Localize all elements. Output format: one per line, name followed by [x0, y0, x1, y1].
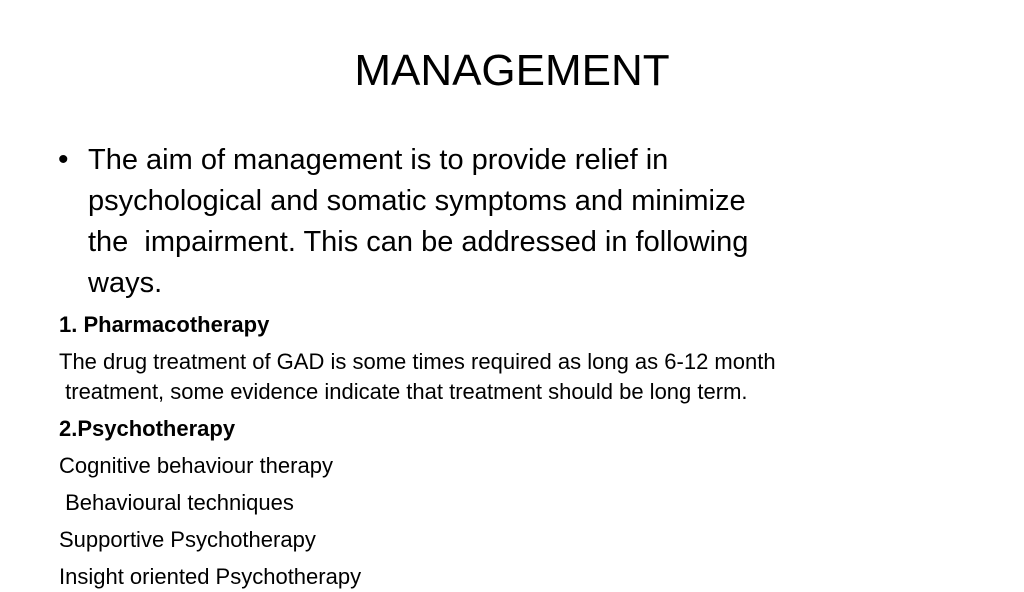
pharmacotherapy-heading: 1. Pharmacotherapy	[59, 312, 270, 337]
bullet-text: The aim of management is to provide relief in psychological and somatic symptoms and minimize the impairment. This can be addressed in following ways.	[88, 144, 749, 299]
pharmacotherapy-text-line: treatment, some evidence indicate that treatment should be long term.	[59, 379, 748, 404]
psychotherapy-item: Behavioural techniques	[59, 490, 294, 515]
management-sections	[59, 310, 989, 592]
pharmacotherapy-text-line: The drug treatment of GAD is some times required as long as 6-12 month	[59, 349, 776, 374]
psychotherapy-item: Insight oriented Psychotherapy	[59, 564, 362, 589]
psychotherapy-heading: 2.Psychotherapy	[59, 416, 236, 441]
slide-title: MANAGEMENT	[354, 46, 670, 95]
bullet-point	[58, 140, 888, 304]
psychotherapy-item: Supportive Psychotherapy	[59, 527, 316, 552]
bullet-marker: •	[58, 143, 69, 176]
psychotherapy-item: Cognitive behaviour therapy	[59, 453, 333, 478]
